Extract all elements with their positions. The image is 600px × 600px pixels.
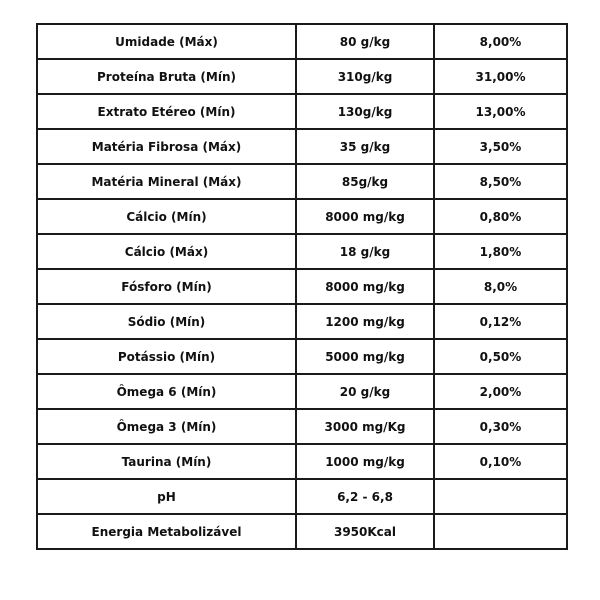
nutrient-percent: 8,00% [434,24,567,59]
nutrient-name: Ômega 3 (Mín) [37,409,296,444]
table-row [37,94,567,129]
nutrient-percent: 1,80% [434,234,567,269]
nutrient-percent: 8,0% [434,269,567,304]
nutrient-amount: 8000 mg/kg [296,269,434,304]
nutrient-amount: 310g/kg [296,59,434,94]
nutrient-percent [434,479,567,514]
table-row [37,374,567,409]
table-row [37,59,567,94]
nutrition-table [36,23,568,550]
table-row [37,444,567,479]
nutrient-name: Umidade (Máx) [37,24,296,59]
table-row [37,234,567,269]
nutrient-name: Fósforo (Mín) [37,269,296,304]
nutrient-percent: 0,50% [434,339,567,374]
nutrient-name: pH [37,479,296,514]
nutrient-name: Proteína Bruta (Mín) [37,59,296,94]
nutrient-percent: 3,50% [434,129,567,164]
nutrient-amount: 130g/kg [296,94,434,129]
nutrient-amount: 80 g/kg [296,24,434,59]
nutrient-amount: 3000 mg/Kg [296,409,434,444]
table-row [37,339,567,374]
nutrient-name: Sódio (Mín) [37,304,296,339]
table-row [37,514,567,549]
nutrient-percent: 0,10% [434,444,567,479]
nutrient-amount: 85g/kg [296,164,434,199]
nutrient-name: Ômega 6 (Mín) [37,374,296,409]
nutrient-amount: 8000 mg/kg [296,199,434,234]
nutrient-name: Cálcio (Máx) [37,234,296,269]
nutrient-amount: 6,2 - 6,8 [296,479,434,514]
nutrient-name: Energia Metabolizável [37,514,296,549]
table-row [37,409,567,444]
nutrient-percent [434,514,567,549]
nutrient-name: Matéria Fibrosa (Máx) [37,129,296,164]
table-row [37,129,567,164]
nutrient-name: Extrato Etéreo (Mín) [37,94,296,129]
nutrient-amount: 5000 mg/kg [296,339,434,374]
table-row [37,199,567,234]
nutrient-name: Matéria Mineral (Máx) [37,164,296,199]
nutrient-amount: 35 g/kg [296,129,434,164]
table-row [37,479,567,514]
nutrient-percent: 0,80% [434,199,567,234]
nutrient-amount: 1200 mg/kg [296,304,434,339]
nutrient-percent: 31,00% [434,59,567,94]
nutrient-name: Cálcio (Mín) [37,199,296,234]
nutrient-name: Potássio (Mín) [37,339,296,374]
nutrient-amount: 1000 mg/kg [296,444,434,479]
nutrient-percent: 8,50% [434,164,567,199]
table-row [37,24,567,59]
nutrient-amount: 3950Kcal [296,514,434,549]
nutrient-percent: 2,00% [434,374,567,409]
nutrient-percent: 0,12% [434,304,567,339]
table-row [37,304,567,339]
nutrient-name: Taurina (Mín) [37,444,296,479]
table-row [37,269,567,304]
nutrient-amount: 18 g/kg [296,234,434,269]
nutrient-percent: 0,30% [434,409,567,444]
nutrient-percent: 13,00% [434,94,567,129]
nutrient-amount: 20 g/kg [296,374,434,409]
table-row [37,164,567,199]
